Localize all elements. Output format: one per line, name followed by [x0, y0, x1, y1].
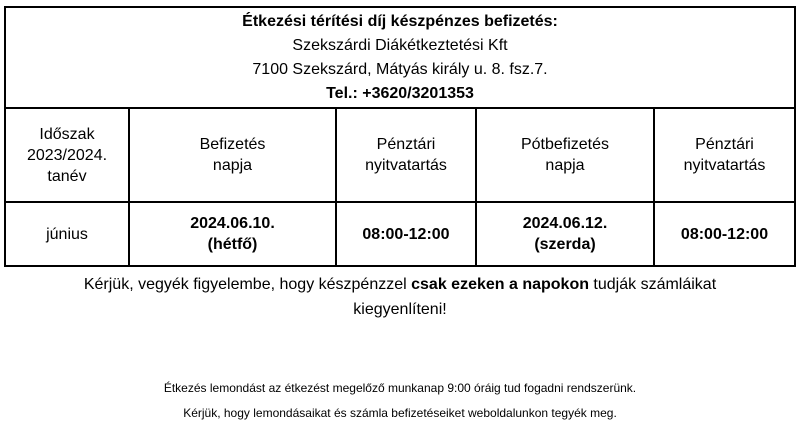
table-row	[5, 202, 795, 266]
notice-line-1: Kérjük, vegyék figyelembe, hogy készpénzzel csak ezeken a napokon tudják számláikat	[83, 276, 717, 293]
company-phone: Tel.: +3620/3201353	[326, 84, 474, 102]
header-cell	[5, 7, 795, 108]
column-header-cashier-hours: Pénztári nyitvatartás	[336, 108, 476, 202]
notice-emphasis: csak ezeken a napokon	[411, 276, 589, 293]
column-header-extra-payment-date: Pótbefizetés napja	[476, 108, 654, 202]
payment-hours-cell: 08:00-12:00	[336, 202, 476, 266]
column-header-row	[5, 108, 795, 202]
period-cell: június	[5, 202, 129, 266]
document-title: Étkezési térítési díj készpénzes befizetés:	[242, 12, 558, 30]
payment-info-table	[4, 6, 796, 267]
column-header-extra-cashier-hours: Pénztári nyitvatartás	[654, 108, 795, 202]
extra-payment-date-cell: 2024.06.12. (szerda)	[476, 202, 654, 266]
column-header-period: Időszak 2023/2024. tanév	[5, 108, 129, 202]
company-name: Szekszárdi Diákétkeztetési Kft	[292, 36, 508, 54]
column-header-payment-date: Befizetés napja	[129, 108, 336, 202]
footer-line-2: Kérjük, hogy lemondásaikat és számla befizetéseiket weboldalunkon tegyék meg.	[183, 406, 617, 420]
footer-line-1: Étkezés lemondást az étkezést megelőző munkanap 9:00 óráig tud fogadni rendszerünk.	[163, 381, 637, 395]
payment-date-cell: 2024.06.10. (hétfő)	[129, 202, 336, 266]
footer-note	[0, 376, 800, 426]
company-address: 7100 Szekszárd, Mátyás király u. 8. fsz.7.	[252, 60, 548, 78]
payment-notice	[0, 272, 800, 322]
extra-payment-hours-cell: 08:00-12:00	[654, 202, 795, 266]
notice-line-2: kiegyenlíteni!	[353, 301, 447, 318]
header-row	[5, 7, 795, 108]
